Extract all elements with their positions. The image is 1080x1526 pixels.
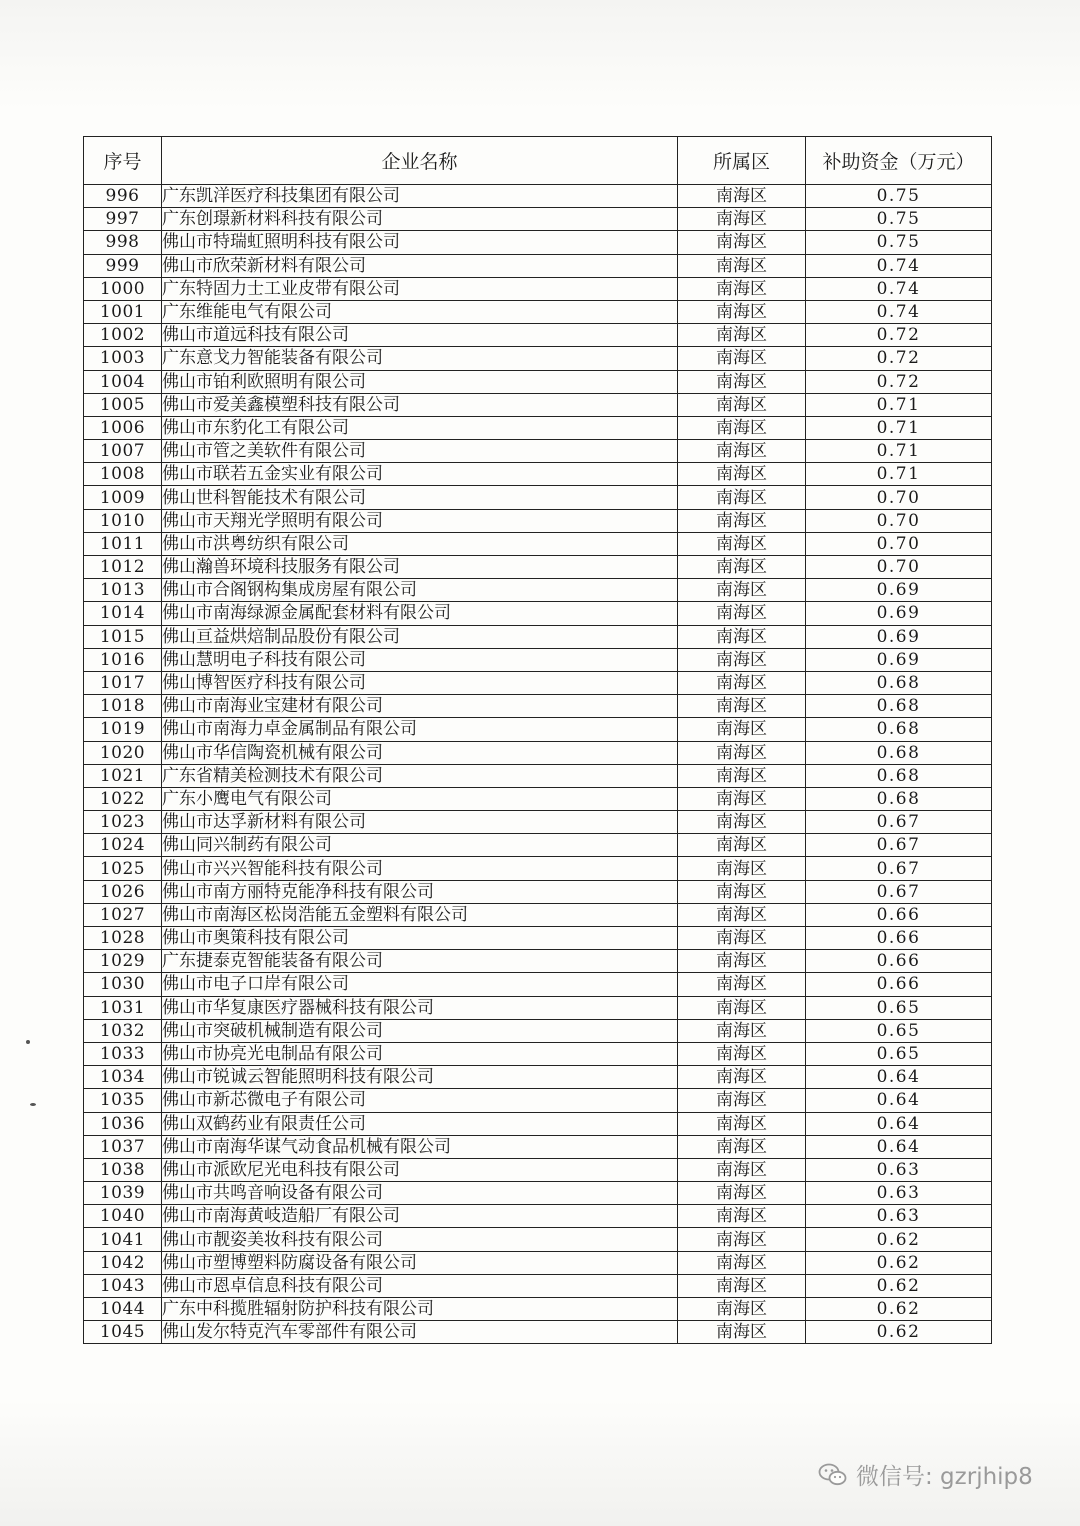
cell-amount: 0.64: [806, 1066, 992, 1089]
wechat-icon: [818, 1462, 848, 1488]
cell-index: 1024: [84, 834, 162, 857]
table-row: [84, 1182, 992, 1205]
table-row: [84, 324, 992, 347]
cell-company: 佛山市南海华谋气动食品机械有限公司: [162, 1135, 678, 1158]
table-row: [84, 718, 992, 741]
cell-company: 广东特固力士工业皮带有限公司: [162, 277, 678, 300]
table-row: [84, 787, 992, 810]
cell-amount: 0.68: [806, 718, 992, 741]
cell-amount: 0.63: [806, 1205, 992, 1228]
cell-district: 南海区: [678, 1135, 806, 1158]
table-row: [84, 231, 992, 254]
table-row: [84, 509, 992, 532]
cell-company: 佛山市协亮光电制品有限公司: [162, 1042, 678, 1065]
cell-company: 佛山市华复康医疗器械科技有限公司: [162, 996, 678, 1019]
cell-district: 南海区: [678, 1112, 806, 1135]
cell-district: 南海区: [678, 927, 806, 950]
cell-index: 1023: [84, 811, 162, 834]
cell-index: 1035: [84, 1089, 162, 1112]
cell-index: 999: [84, 254, 162, 277]
cell-amount: 0.71: [806, 463, 992, 486]
cell-district: 南海区: [678, 208, 806, 231]
cell-index: 1006: [84, 416, 162, 439]
table-row: [84, 370, 992, 393]
cell-district: 南海区: [678, 532, 806, 555]
cell-company: 佛山市奥策科技有限公司: [162, 927, 678, 950]
cell-index: 1042: [84, 1251, 162, 1274]
cell-index: 1008: [84, 463, 162, 486]
table-body: [84, 185, 992, 1344]
cell-amount: 0.67: [806, 834, 992, 857]
table-row: [84, 300, 992, 323]
table-row: [84, 1298, 992, 1321]
cell-company: 佛山市南海业宝建材有限公司: [162, 695, 678, 718]
cell-amount: 0.70: [806, 556, 992, 579]
cell-amount: 0.74: [806, 277, 992, 300]
cell-district: 南海区: [678, 1182, 806, 1205]
cell-index: 1011: [84, 532, 162, 555]
watermark-text: 微信号: gzrjhip8: [856, 1464, 1033, 1490]
cell-district: 南海区: [678, 231, 806, 254]
cell-amount: 0.68: [806, 695, 992, 718]
cell-index: 1014: [84, 602, 162, 625]
table-row: [84, 1228, 992, 1251]
cell-company: 广东意戈力智能装备有限公司: [162, 347, 678, 370]
table-row: [84, 1251, 992, 1274]
cell-amount: 0.66: [806, 927, 992, 950]
cell-company: 佛山市派欧尼光电科技有限公司: [162, 1158, 678, 1181]
cell-index: 1004: [84, 370, 162, 393]
cell-district: 南海区: [678, 648, 806, 671]
cell-amount: 0.71: [806, 393, 992, 416]
table-row: [84, 393, 992, 416]
cell-amount: 0.75: [806, 231, 992, 254]
table-row: [84, 671, 992, 694]
header-district: 所属区: [678, 137, 806, 185]
cell-amount: 0.74: [806, 300, 992, 323]
cell-company: 广东小鹰电气有限公司: [162, 787, 678, 810]
cell-company: 佛山世科智能技术有限公司: [162, 486, 678, 509]
cell-company: 佛山市兴兴智能科技有限公司: [162, 857, 678, 880]
table-row: [84, 1042, 992, 1065]
scan-speck: [30, 1103, 36, 1106]
cell-amount: 0.75: [806, 185, 992, 208]
cell-index: 1041: [84, 1228, 162, 1251]
table-row: [84, 996, 992, 1019]
cell-amount: 0.65: [806, 1019, 992, 1042]
cell-district: 南海区: [678, 463, 806, 486]
cell-district: 南海区: [678, 1019, 806, 1042]
subsidy-table: [83, 136, 992, 1344]
cell-amount: 0.62: [806, 1321, 992, 1344]
cell-index: 1034: [84, 1066, 162, 1089]
cell-district: 南海区: [678, 741, 806, 764]
cell-index: 1033: [84, 1042, 162, 1065]
cell-district: 南海区: [678, 1274, 806, 1297]
cell-company: 佛山市南海力卓金属制品有限公司: [162, 718, 678, 741]
table-row: [84, 579, 992, 602]
cell-district: 南海区: [678, 1089, 806, 1112]
cell-index: 1022: [84, 787, 162, 810]
cell-amount: 0.69: [806, 648, 992, 671]
cell-amount: 0.69: [806, 602, 992, 625]
cell-amount: 0.72: [806, 324, 992, 347]
cell-district: 南海区: [678, 579, 806, 602]
table-row: [84, 208, 992, 231]
cell-company: 佛山市华信陶瓷机械有限公司: [162, 741, 678, 764]
cell-index: 1001: [84, 300, 162, 323]
cell-company: 佛山同兴制药有限公司: [162, 834, 678, 857]
cell-company: 佛山发尔特克汽车零部件有限公司: [162, 1321, 678, 1344]
cell-index: 1029: [84, 950, 162, 973]
cell-index: 1020: [84, 741, 162, 764]
cell-district: 南海区: [678, 1251, 806, 1274]
cell-company: 佛山市合阁钢构集成房屋有限公司: [162, 579, 678, 602]
table-row: [84, 1019, 992, 1042]
cell-company: 佛山市洪粤纺织有限公司: [162, 532, 678, 555]
table-row: [84, 416, 992, 439]
table-row: [84, 950, 992, 973]
header-company: 企业名称: [162, 137, 678, 185]
table-row: [84, 625, 992, 648]
table-row: [84, 880, 992, 903]
table-row: [84, 903, 992, 926]
cell-company: 佛山市恩卓信息科技有限公司: [162, 1274, 678, 1297]
table-row: [84, 486, 992, 509]
cell-company: 佛山市爱美鑫模塑科技有限公司: [162, 393, 678, 416]
cell-district: 南海区: [678, 602, 806, 625]
cell-company: 佛山市共鸣音响设备有限公司: [162, 1182, 678, 1205]
table-row: [84, 973, 992, 996]
header-index: 序号: [84, 137, 162, 185]
table-row: [84, 1274, 992, 1297]
cell-index: 1015: [84, 625, 162, 648]
table-row: [84, 811, 992, 834]
cell-district: 南海区: [678, 1066, 806, 1089]
cell-district: 南海区: [678, 695, 806, 718]
cell-amount: 0.72: [806, 370, 992, 393]
cell-index: 1003: [84, 347, 162, 370]
cell-company: 佛山市特瑞虹照明科技有限公司: [162, 231, 678, 254]
cell-district: 南海区: [678, 625, 806, 648]
cell-index: 1000: [84, 277, 162, 300]
cell-district: 南海区: [678, 857, 806, 880]
cell-district: 南海区: [678, 440, 806, 463]
cell-index: 1036: [84, 1112, 162, 1135]
cell-amount: 0.70: [806, 486, 992, 509]
cell-company: 佛山市南海绿源金属配套材料有限公司: [162, 602, 678, 625]
cell-index: 1026: [84, 880, 162, 903]
table-row: [84, 1135, 992, 1158]
cell-amount: 0.63: [806, 1158, 992, 1181]
cell-amount: 0.62: [806, 1251, 992, 1274]
cell-index: 1037: [84, 1135, 162, 1158]
cell-index: 1016: [84, 648, 162, 671]
table-row: [84, 857, 992, 880]
cell-index: 1002: [84, 324, 162, 347]
table-row: [84, 741, 992, 764]
cell-index: 1007: [84, 440, 162, 463]
cell-company: 佛山亘益烘焙制品股份有限公司: [162, 625, 678, 648]
header-amount: 补助资金（万元）: [806, 137, 992, 185]
cell-index: 1032: [84, 1019, 162, 1042]
cell-company: 佛山市管之美软件有限公司: [162, 440, 678, 463]
cell-company: 佛山市南海区松岗浩能五金塑料有限公司: [162, 903, 678, 926]
cell-index: 997: [84, 208, 162, 231]
cell-index: 1030: [84, 973, 162, 996]
cell-district: 南海区: [678, 903, 806, 926]
cell-index: 1025: [84, 857, 162, 880]
cell-district: 南海区: [678, 787, 806, 810]
cell-company: 佛山市东豹化工有限公司: [162, 416, 678, 439]
cell-index: 1038: [84, 1158, 162, 1181]
table-row: [84, 927, 992, 950]
cell-amount: 0.72: [806, 347, 992, 370]
table-row: [84, 602, 992, 625]
cell-company: 佛山市塑博塑料防腐设备有限公司: [162, 1251, 678, 1274]
cell-index: 1013: [84, 579, 162, 602]
table-row: [84, 254, 992, 277]
cell-index: 996: [84, 185, 162, 208]
cell-district: 南海区: [678, 486, 806, 509]
cell-amount: 0.67: [806, 811, 992, 834]
cell-amount: 0.64: [806, 1135, 992, 1158]
cell-company: 佛山市欣荣新材料有限公司: [162, 254, 678, 277]
table-row: [84, 463, 992, 486]
cell-amount: 0.65: [806, 996, 992, 1019]
cell-company: 广东捷泰克智能装备有限公司: [162, 950, 678, 973]
cell-amount: 0.69: [806, 579, 992, 602]
cell-company: 广东省精美检测技术有限公司: [162, 764, 678, 787]
cell-amount: 0.69: [806, 625, 992, 648]
cell-company: 佛山市电子口岸有限公司: [162, 973, 678, 996]
cell-district: 南海区: [678, 1228, 806, 1251]
cell-amount: 0.71: [806, 440, 992, 463]
cell-amount: 0.64: [806, 1112, 992, 1135]
cell-index: 1017: [84, 671, 162, 694]
table-row: [84, 1112, 992, 1135]
cell-amount: 0.64: [806, 1089, 992, 1112]
table-row: [84, 185, 992, 208]
cell-amount: 0.74: [806, 254, 992, 277]
cell-index: 1018: [84, 695, 162, 718]
cell-district: 南海区: [678, 718, 806, 741]
cell-amount: 0.67: [806, 857, 992, 880]
cell-company: 佛山市南方丽特克能净科技有限公司: [162, 880, 678, 903]
cell-company: 广东凯洋医疗科技集团有限公司: [162, 185, 678, 208]
cell-amount: 0.68: [806, 787, 992, 810]
cell-index: 1045: [84, 1321, 162, 1344]
cell-company: 广东创璟新材料科技有限公司: [162, 208, 678, 231]
cell-district: 南海区: [678, 370, 806, 393]
cell-district: 南海区: [678, 324, 806, 347]
cell-amount: 0.63: [806, 1182, 992, 1205]
cell-district: 南海区: [678, 347, 806, 370]
table-row: [84, 440, 992, 463]
cell-district: 南海区: [678, 556, 806, 579]
cell-district: 南海区: [678, 811, 806, 834]
cell-company: 佛山市新芯微电子有限公司: [162, 1089, 678, 1112]
cell-district: 南海区: [678, 1158, 806, 1181]
cell-company: 广东中科揽胜辐射防护科技有限公司: [162, 1298, 678, 1321]
cell-district: 南海区: [678, 764, 806, 787]
cell-company: 佛山市达孚新材料有限公司: [162, 811, 678, 834]
cell-amount: 0.67: [806, 880, 992, 903]
table-row: [84, 347, 992, 370]
table-row: [84, 556, 992, 579]
cell-company: 佛山双鹤药业有限责任公司: [162, 1112, 678, 1135]
cell-amount: 0.66: [806, 973, 992, 996]
cell-index: 998: [84, 231, 162, 254]
cell-index: 1031: [84, 996, 162, 1019]
table-row: [84, 1205, 992, 1228]
cell-company: 佛山市锐诚云智能照明科技有限公司: [162, 1066, 678, 1089]
cell-district: 南海区: [678, 950, 806, 973]
cell-district: 南海区: [678, 1321, 806, 1344]
cell-district: 南海区: [678, 1205, 806, 1228]
cell-company: 佛山瀚兽环境科技服务有限公司: [162, 556, 678, 579]
cell-district: 南海区: [678, 393, 806, 416]
cell-company: 佛山市联若五金实业有限公司: [162, 463, 678, 486]
cell-district: 南海区: [678, 834, 806, 857]
table-row: [84, 277, 992, 300]
cell-index: 1044: [84, 1298, 162, 1321]
table-row: [84, 1321, 992, 1344]
cell-index: 1019: [84, 718, 162, 741]
table-row: [84, 532, 992, 555]
cell-amount: 0.66: [806, 903, 992, 926]
cell-index: 1009: [84, 486, 162, 509]
cell-district: 南海区: [678, 254, 806, 277]
cell-amount: 0.68: [806, 741, 992, 764]
cell-index: 1005: [84, 393, 162, 416]
cell-district: 南海区: [678, 973, 806, 996]
cell-amount: 0.75: [806, 208, 992, 231]
cell-index: 1040: [84, 1205, 162, 1228]
cell-company: 佛山市靓姿美妆科技有限公司: [162, 1228, 678, 1251]
table-row: [84, 834, 992, 857]
cell-amount: 0.68: [806, 671, 992, 694]
cell-index: 1039: [84, 1182, 162, 1205]
cell-index: 1021: [84, 764, 162, 787]
scan-speck: [26, 1040, 30, 1044]
cell-index: 1027: [84, 903, 162, 926]
cell-district: 南海区: [678, 1042, 806, 1065]
table-row: [84, 648, 992, 671]
cell-district: 南海区: [678, 300, 806, 323]
cell-district: 南海区: [678, 671, 806, 694]
cell-amount: 0.62: [806, 1298, 992, 1321]
cell-amount: 0.62: [806, 1228, 992, 1251]
cell-district: 南海区: [678, 1298, 806, 1321]
cell-index: 1010: [84, 509, 162, 532]
cell-company: 佛山市铂利欧照明有限公司: [162, 370, 678, 393]
cell-company: 佛山市南海黄岐造船厂有限公司: [162, 1205, 678, 1228]
cell-district: 南海区: [678, 416, 806, 439]
cell-amount: 0.66: [806, 950, 992, 973]
cell-amount: 0.68: [806, 764, 992, 787]
cell-company: 佛山博智医疗科技有限公司: [162, 671, 678, 694]
cell-index: 1012: [84, 556, 162, 579]
cell-company: 佛山市突破机械制造有限公司: [162, 1019, 678, 1042]
cell-amount: 0.65: [806, 1042, 992, 1065]
cell-company: 佛山市道远科技有限公司: [162, 324, 678, 347]
cell-amount: 0.70: [806, 532, 992, 555]
cell-company: 佛山慧明电子科技有限公司: [162, 648, 678, 671]
table-row: [84, 695, 992, 718]
cell-district: 南海区: [678, 880, 806, 903]
cell-amount: 0.70: [806, 509, 992, 532]
cell-district: 南海区: [678, 509, 806, 532]
table-row: [84, 1089, 992, 1112]
cell-district: 南海区: [678, 996, 806, 1019]
table-header-row: [84, 137, 992, 185]
wechat-watermark: [818, 1458, 1033, 1491]
cell-district: 南海区: [678, 277, 806, 300]
cell-district: 南海区: [678, 185, 806, 208]
cell-index: 1028: [84, 927, 162, 950]
cell-company: 佛山市天翔光学照明有限公司: [162, 509, 678, 532]
table-row: [84, 1158, 992, 1181]
cell-index: 1043: [84, 1274, 162, 1297]
cell-amount: 0.62: [806, 1274, 992, 1297]
cell-amount: 0.71: [806, 416, 992, 439]
cell-company: 广东维能电气有限公司: [162, 300, 678, 323]
table-row: [84, 764, 992, 787]
table-row: [84, 1066, 992, 1089]
